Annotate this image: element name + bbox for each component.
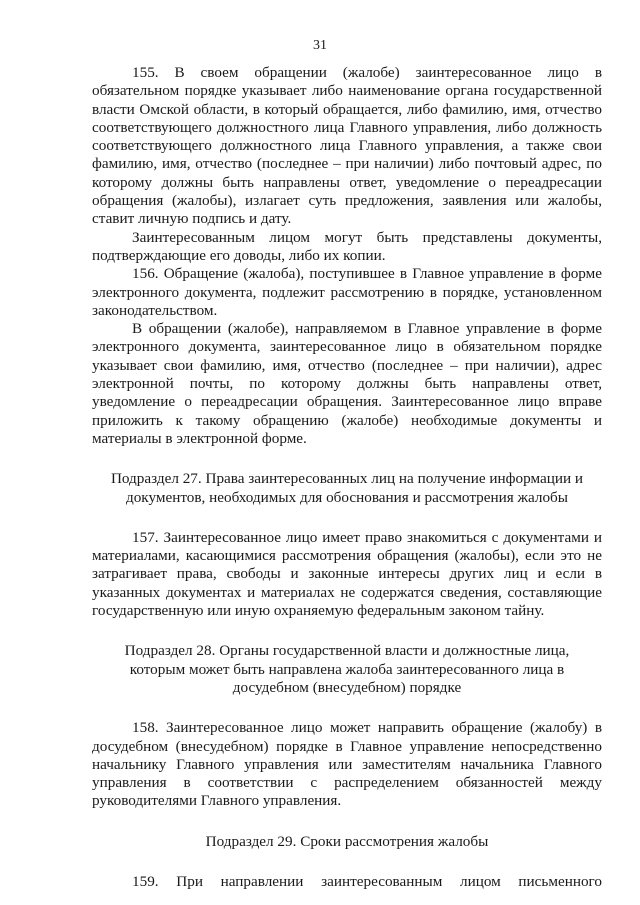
paragraph-electronic-appeal: В обращении (жалобе), направляемом в Главное управление в форме электронного документа, заинтересованное лицо в обязательном порядке указывает свои фамилию, имя, отчество (последнее – при наличии), адрес электронной почты, по которому должны быть направлены ответ, уведомление о переадресации обращения. Заинтересованное лицо вправе приложить к такому обращению (жалобе) необходимые документы и материалы в электронной форме. bbox=[92, 320, 602, 447]
subsection-27-heading: Подраздел 27. Права заинтересованных лиц на получение информации и документов, необходимых для обоснования и рассмотрения жалобы bbox=[110, 470, 584, 506]
subsection-29-heading: Подраздел 29. Сроки рассмотрения жалобы bbox=[205, 832, 489, 850]
paragraph-159: 159. При направлении заинтересованным лицом письменного bbox=[132, 872, 602, 890]
page-number: 31 bbox=[313, 38, 327, 53]
paragraph-156: 156. Обращение (жалоба), поступившее в Главное управление в форме электронного документа, подлежит рассмотрению в порядке, установленном законодательством. bbox=[92, 265, 602, 319]
subsection-28-heading: Подраздел 28. Органы государственной власти и должностные лица, которым может быть направлена жалоба заинтересованного лица в досудебном (внесудебном) порядке bbox=[124, 642, 570, 696]
paragraph-155: 155. В своем обращении (жалобе) заинтересованное лицо в обязательном порядке указывает либо наименование органа государственной власти Омской области, в который обращается, либо фамилию, имя, отчество соответствующего должностного лица Главного управления, либо должность соответствующего должностного лица Главного управления, а также свои фамилию, имя, отчество (последнее – при наличии) либо почтовый адрес, по которому должны быть направлены ответ, уведомление о переадресации обращения (жалобы), излагает суть предложения, заявления или жалобы, ставит личную подпись и дату. bbox=[92, 64, 602, 228]
document-body bbox=[92, 64, 602, 891]
paragraph-evidence: Заинтересованным лицом могут быть представлены документы, подтверждающие его доводы, либо их копии. bbox=[92, 228, 602, 264]
paragraph-157: 157. Заинтересованное лицо имеет право знакомиться с документами и материалами, касающимися рассмотрения обращения (жалобы), если это не затрагивает права, свободы и законные интересы других лиц и если в указанных документах и материалах не содержатся сведения, составляющие государственную или иную охраняемую федеральным законом тайну. bbox=[92, 528, 602, 620]
paragraph-158: 158. Заинтересованное лицо может направить обращение (жалобу) в досудебном (внесудебном) порядке в Главное управление непосредственно начальнику Главного управления или заместителям начальника Главного управления в соответствии с распределением обязанностей между руководителями Главного управления. bbox=[92, 719, 602, 810]
